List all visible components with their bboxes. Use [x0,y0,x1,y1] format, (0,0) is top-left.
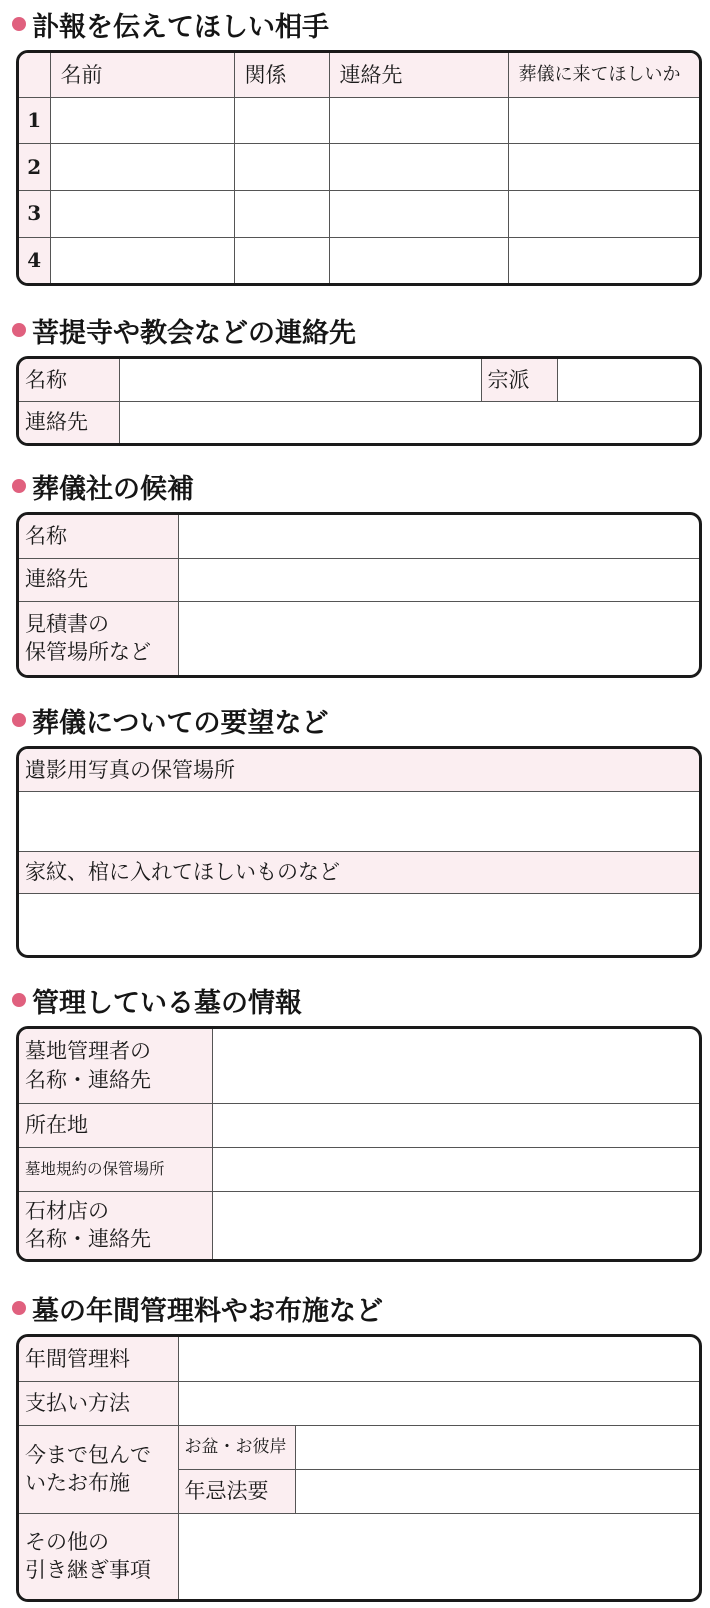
bullet-icon [12,17,26,31]
notify-table [16,50,702,286]
header-attend: 葬儀に来てほしいか [508,53,699,97]
section-title-fees [12,1288,383,1328]
bullet-icon [12,993,26,1007]
temple-sect-label: 宗派 [481,359,557,401]
header-contact: 連絡先 [329,53,508,97]
cemetery-manager-field[interactable] [212,1029,699,1103]
bullet-icon [12,1301,26,1315]
label-line: いたお布施 [25,1471,130,1495]
label-line: 今まで包んで [25,1442,151,1467]
relation-cell[interactable] [234,190,329,237]
relation-cell[interactable] [234,97,329,144]
stone-mason-label [19,1191,212,1259]
label-line: その他の [25,1529,109,1554]
section-title-text: 菩提寺や教会などの連絡先 [32,317,356,349]
section-title-wishes [12,700,328,740]
funeral-name-field[interactable] [178,515,699,558]
section-title-text: 管理している墓の情報 [32,987,302,1019]
section-title-notify [12,4,329,44]
fees-table [16,1334,702,1602]
photo-location-label: 遺影用写真の保管場所 [19,749,699,791]
label-line: 石材店の [25,1198,109,1223]
table-row [19,237,699,283]
temple-name-label: 名称 [19,359,119,401]
label-line: 見積書の [25,611,109,636]
row-number: 3 [19,190,50,237]
section-title-text: 葬儀についての要望など [32,707,329,739]
temple-contact-label: 連絡先 [19,401,119,443]
memorial-field[interactable] [295,1469,699,1513]
estimate-location-label [19,601,178,675]
contact-cell[interactable] [329,190,508,237]
funeral-contact-label: 連絡先 [19,558,178,601]
label-line: 名称・連絡先 [25,1227,151,1252]
cemetery-rules-field[interactable] [212,1147,699,1191]
contact-cell[interactable] [329,97,508,144]
label-line: 保管場所など [25,640,151,665]
header-name: 名前 [50,53,234,97]
location-label: 所在地 [19,1103,212,1147]
section-title-funeral-home [12,466,194,506]
temple-name-field[interactable] [119,359,481,401]
contact-cell[interactable] [329,237,508,283]
other-matters-field[interactable] [178,1513,699,1599]
bullet-icon [12,323,26,337]
attend-cell[interactable] [508,237,699,283]
obon-field[interactable] [295,1425,699,1469]
temple-table [16,356,702,446]
attend-cell[interactable] [508,144,699,191]
payment-method-label: 支払い方法 [19,1381,178,1425]
funeral-contact-field[interactable] [178,558,699,601]
section-title-text: 訃報を伝えてほしい相手 [32,11,329,43]
name-cell[interactable] [50,97,234,144]
table-row [19,97,699,144]
label-line: 名称・連絡先 [25,1067,151,1092]
annual-fee-field[interactable] [178,1337,699,1381]
relation-cell[interactable] [234,144,329,191]
cemetery-rules-label: 墓地規約の保管場所 [19,1147,212,1191]
funeral-name-label: 名称 [19,515,178,558]
obon-label: お盆・お彼岸 [178,1425,295,1469]
contact-cell[interactable] [329,144,508,191]
annual-fee-label: 年間管理料 [19,1337,178,1381]
estimate-location-field[interactable] [178,601,699,675]
attend-cell[interactable] [508,97,699,144]
crest-items-label: 家紋、棺に入れてほしいものなど [19,851,699,893]
payment-method-field[interactable] [178,1381,699,1425]
name-cell[interactable] [50,190,234,237]
attend-cell[interactable] [508,190,699,237]
relation-cell[interactable] [234,237,329,283]
photo-location-field[interactable] [19,791,699,851]
location-field[interactable] [212,1103,699,1147]
offering-label [19,1425,178,1513]
row-number: 1 [19,97,50,144]
other-matters-label [19,1513,178,1599]
section-title-text: 墓の年間管理料やお布施など [32,1295,383,1327]
section-title-text: 葬儀社の候補 [32,473,194,505]
label-line: 墓地管理者の [25,1039,151,1064]
table-row [19,144,699,191]
funeral-home-table [16,512,702,678]
temple-contact-field[interactable] [119,401,699,443]
grave-table [16,1026,702,1262]
memorial-label: 年忌法要 [178,1469,295,1513]
stone-mason-field[interactable] [212,1191,699,1259]
bullet-icon [12,479,26,493]
temple-sect-field[interactable] [557,359,699,401]
wishes-table [16,746,702,958]
cemetery-manager-label [19,1029,212,1103]
name-cell[interactable] [50,237,234,283]
section-title-temple [12,310,356,350]
bullet-icon [12,713,26,727]
crest-items-field[interactable] [19,893,699,955]
name-cell[interactable] [50,144,234,191]
row-number: 2 [19,144,50,191]
table-row [19,190,699,237]
header-relation: 関係 [234,53,329,97]
label-line: 引き継ぎ事項 [25,1558,151,1583]
row-number: 4 [19,237,50,283]
header-blank [19,53,50,97]
section-title-grave [12,980,302,1020]
